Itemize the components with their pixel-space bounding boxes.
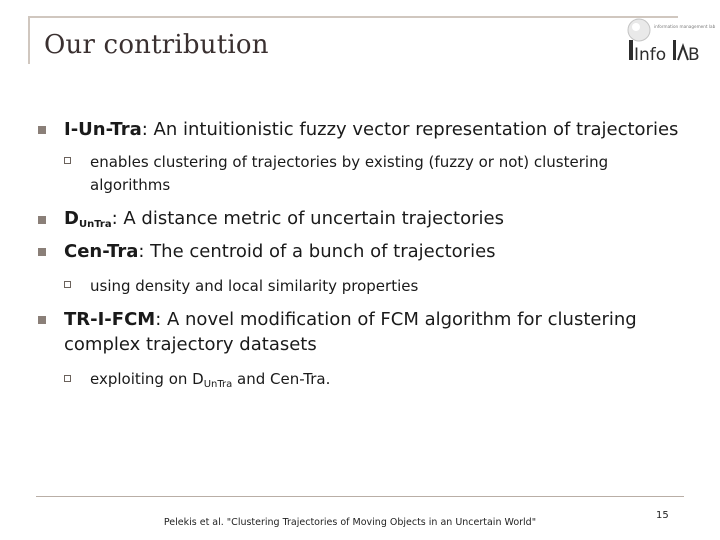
sub-bullet-item-cont: algorithms xyxy=(90,176,171,194)
sub-bullet-marker xyxy=(64,375,71,382)
svg-text:B: B xyxy=(688,45,700,65)
bullet-marker xyxy=(38,216,46,224)
bullet-item-cont: complex trajectory datasets xyxy=(64,334,317,355)
bullet-item: TR-I-FCM: A novel modification of FCM algorithm for clustering xyxy=(64,309,637,330)
bullet-item: Cen-Tra: The centroid of a bunch of trajectories xyxy=(64,241,496,262)
bullet-item: $D_{UnTra}$: A distance metric of uncertain trajectories xyxy=(64,208,504,230)
sub-bullet-item: exploiting on $D_{UnTra}$ and Cen-Tra. xyxy=(90,370,331,390)
footer-divider xyxy=(36,496,684,497)
sub-bullet-item: using density and local similarity properties xyxy=(90,277,419,295)
svg-text:Info: Info xyxy=(634,45,667,65)
footer-citation: Pelekis et al. "Clustering Trajectories of Moving Objects in an Uncertain World" xyxy=(163,517,537,528)
infolab-logo xyxy=(622,16,716,68)
slide-title: Our contribution xyxy=(44,30,269,60)
bullet-marker xyxy=(38,126,46,134)
svg-text:information management lab: information management lab xyxy=(654,24,716,29)
bullet-item: I-Un-Tra: An intuitionistic fuzzy vector representation of trajectories xyxy=(64,119,679,140)
sub-bullet-marker xyxy=(64,281,71,288)
sub-bullet-marker xyxy=(64,157,71,164)
bullet-marker xyxy=(38,248,46,256)
title-frame-top xyxy=(28,16,678,18)
page-number: 15 xyxy=(656,510,669,521)
bullet-marker xyxy=(38,316,46,324)
sub-bullet-item: enables clustering of trajectories by existing (fuzzy or not) clustering xyxy=(90,153,609,171)
title-frame-left xyxy=(28,16,30,64)
